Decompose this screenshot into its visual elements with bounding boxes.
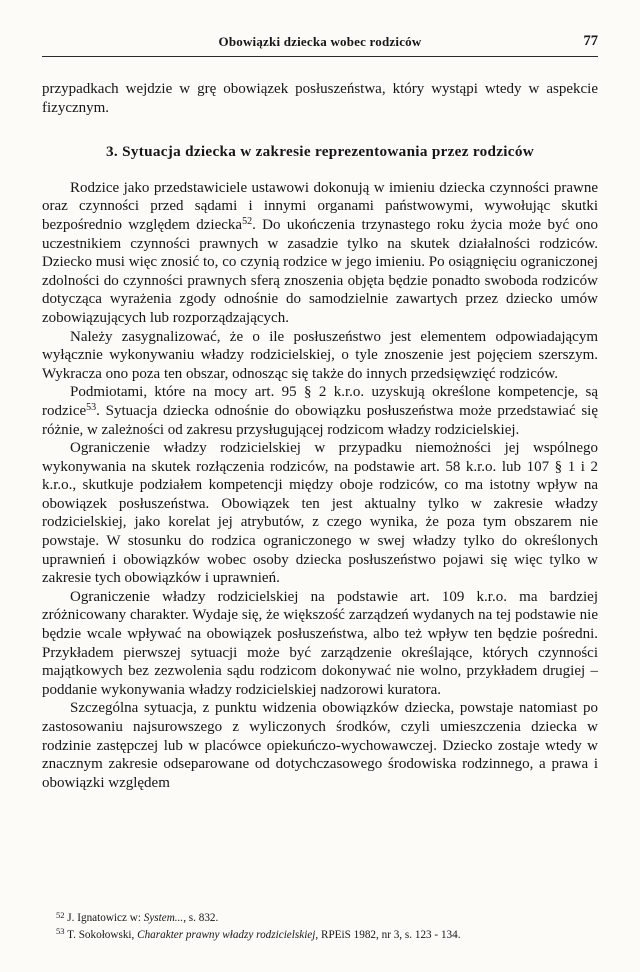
footnotes-section [42, 910, 598, 943]
footnote-marker-53: 53 [56, 926, 65, 937]
paragraph-1 [42, 179, 598, 328]
footnote-53-text-b: , RPEiS 1982, nr 3, s. 123 - 134. [315, 928, 461, 941]
footnote-53-text-a: T. Sokołowski, [64, 928, 138, 941]
running-header [42, 34, 598, 53]
paragraph-4: Ograniczenie władzy rodzicielskiej w przypadku niemożności jej wspólnego wykonywania na skutek rozłączenia rodziców, na podstawie art. 58 k.r.o. lub 107 § 1 i 2 k.r.o., skutkuje podziałem kompetencji między oboje rodziców, co ma istotny wpływ na obowiązek posłuszeństwa. Obowiązek ten jest aktualny tylko w zakresie władzy rodzicielskiej, jako korelat jej atrybutów, z czego wynika, że poza tym obszarem nie powstaje. W stosunku do rodzica ograniczonego w swej władzy tylko do określonych uprawnień i obowiązków wobec osoby dziecka posłuszeństwo pojawi się więc tylko w zakresie tych obowiązków i uprawnień. [42, 440, 598, 587]
header-rule [42, 56, 598, 57]
footnote-marker-52: 52 [56, 909, 65, 920]
paragraph-3-text-a: Podmiotami, które na mocy art. 95 § 2 k.r.o. uzyskują określone kompetencje, są rodzice [42, 384, 598, 419]
footnote-52 [42, 910, 598, 927]
paragraph-5: Ograniczenie władzy rodzicielskiej na podstawie art. 109 k.r.o. ma bardziej zróżnicowany charakter. Wydaje się, że większość zarządzeń wydanych na tej podstawie nie będzie wcale wpływać na obowiązek posłuszeństwa, albo też wpływ ten będzie pośredni. Przykładem pierwszej sytuacji może być zarządzenie określające, których czynności majątkowych bez zezwolenia sądu rodzicom dokonywać nie wolno, przykładem drugiej – poddanie wykonywania władzy rodzicielskiej nadzorowi kuratora. [42, 588, 598, 698]
footnote-53-work-title: Charakter prawny władzy rodzicielskiej [137, 928, 316, 941]
paragraph-continuation: przypadkach wejdzie w grę obowiązek posłuszeństwa, który wystąpi wtedy w aspekcie fizycznym. [42, 81, 598, 116]
paragraph-1-text-a: Rodzice jako przedstawiciele ustawowi dokonują w imieniu dziecka czynności prawne oraz czynności przed sądami i innymi organami państwowymi, wywołując skutki bezpośrednio względem dziecka [42, 179, 598, 233]
footnote-52-work-title: System... [143, 912, 184, 924]
footnote-ref-53: 53 [86, 402, 97, 414]
footnote-53 [42, 927, 598, 944]
running-head-title: Obowiązki dziecka wobec rodziców [218, 34, 422, 49]
section-heading: 3. Sytuacja dziecka w zakresie reprezentowania przez rodziców [106, 143, 534, 161]
paragraph-3 [42, 383, 598, 439]
paragraph-6: Szczególna sytuacja, z punktu widzenia obowiązków dziecka, powstaje natomiast po zastosowaniu najsurowszego z wyliczonych środków, czyli umieszczenia dziecka w rodzinie zastępczej lub w placówce opiekuńczo-wychowawczej. Dziecko zostaje wtedy w znacznym zakresie odseparowane od dotychczasowego środowiska rodzinnego, a prawa i obowiązki względem [42, 700, 598, 791]
page-number: 77 [583, 33, 598, 49]
footnote-52-text-b: , s. 832. [183, 912, 219, 924]
paragraph-3-text-b: . Sytuacja dziecka odnośnie do obowiązku posłuszeństwa może przedstawiać się różnie, w zależności od zakresu przysługującej rodzicom władzy rodzicielskiej. [42, 402, 598, 438]
paragraph-2: Należy zasygnalizować, że o ile posłuszeństwo jest elementem odpowiadającym wyłącznie wykonywaniu władzy rodzicielskiej, o tyle znoszenie jest pojęciem szerszym. Wykracza ono poza ten obszar, odnosząc się także do innych przedsięwzięć rodziców. [42, 328, 598, 382]
footnote-ref-52: 52 [242, 216, 253, 228]
footnote-52-text-a: J. Ignatowicz w: [64, 912, 144, 924]
paragraph-1-text-b: . Do ukończenia trzynastego roku życia może być ono uczestnikiem czynności prawnych w zasadzie tylko na skutek działalności rodziców. Dziecko musi więc znosić to, co czynią rodzice w jego imieniu. Po osiągnięciu ograniczonej zdolności do czynności prawnych sferą znoszenia objęta będzie ponadto swoboda rodziców dotycząca wyrażenia zgody odnośnie do samodzielnie zawartych przez dziecko umów zobowiązujących lub rozporządzających. [42, 216, 598, 326]
page-body [42, 80, 598, 792]
